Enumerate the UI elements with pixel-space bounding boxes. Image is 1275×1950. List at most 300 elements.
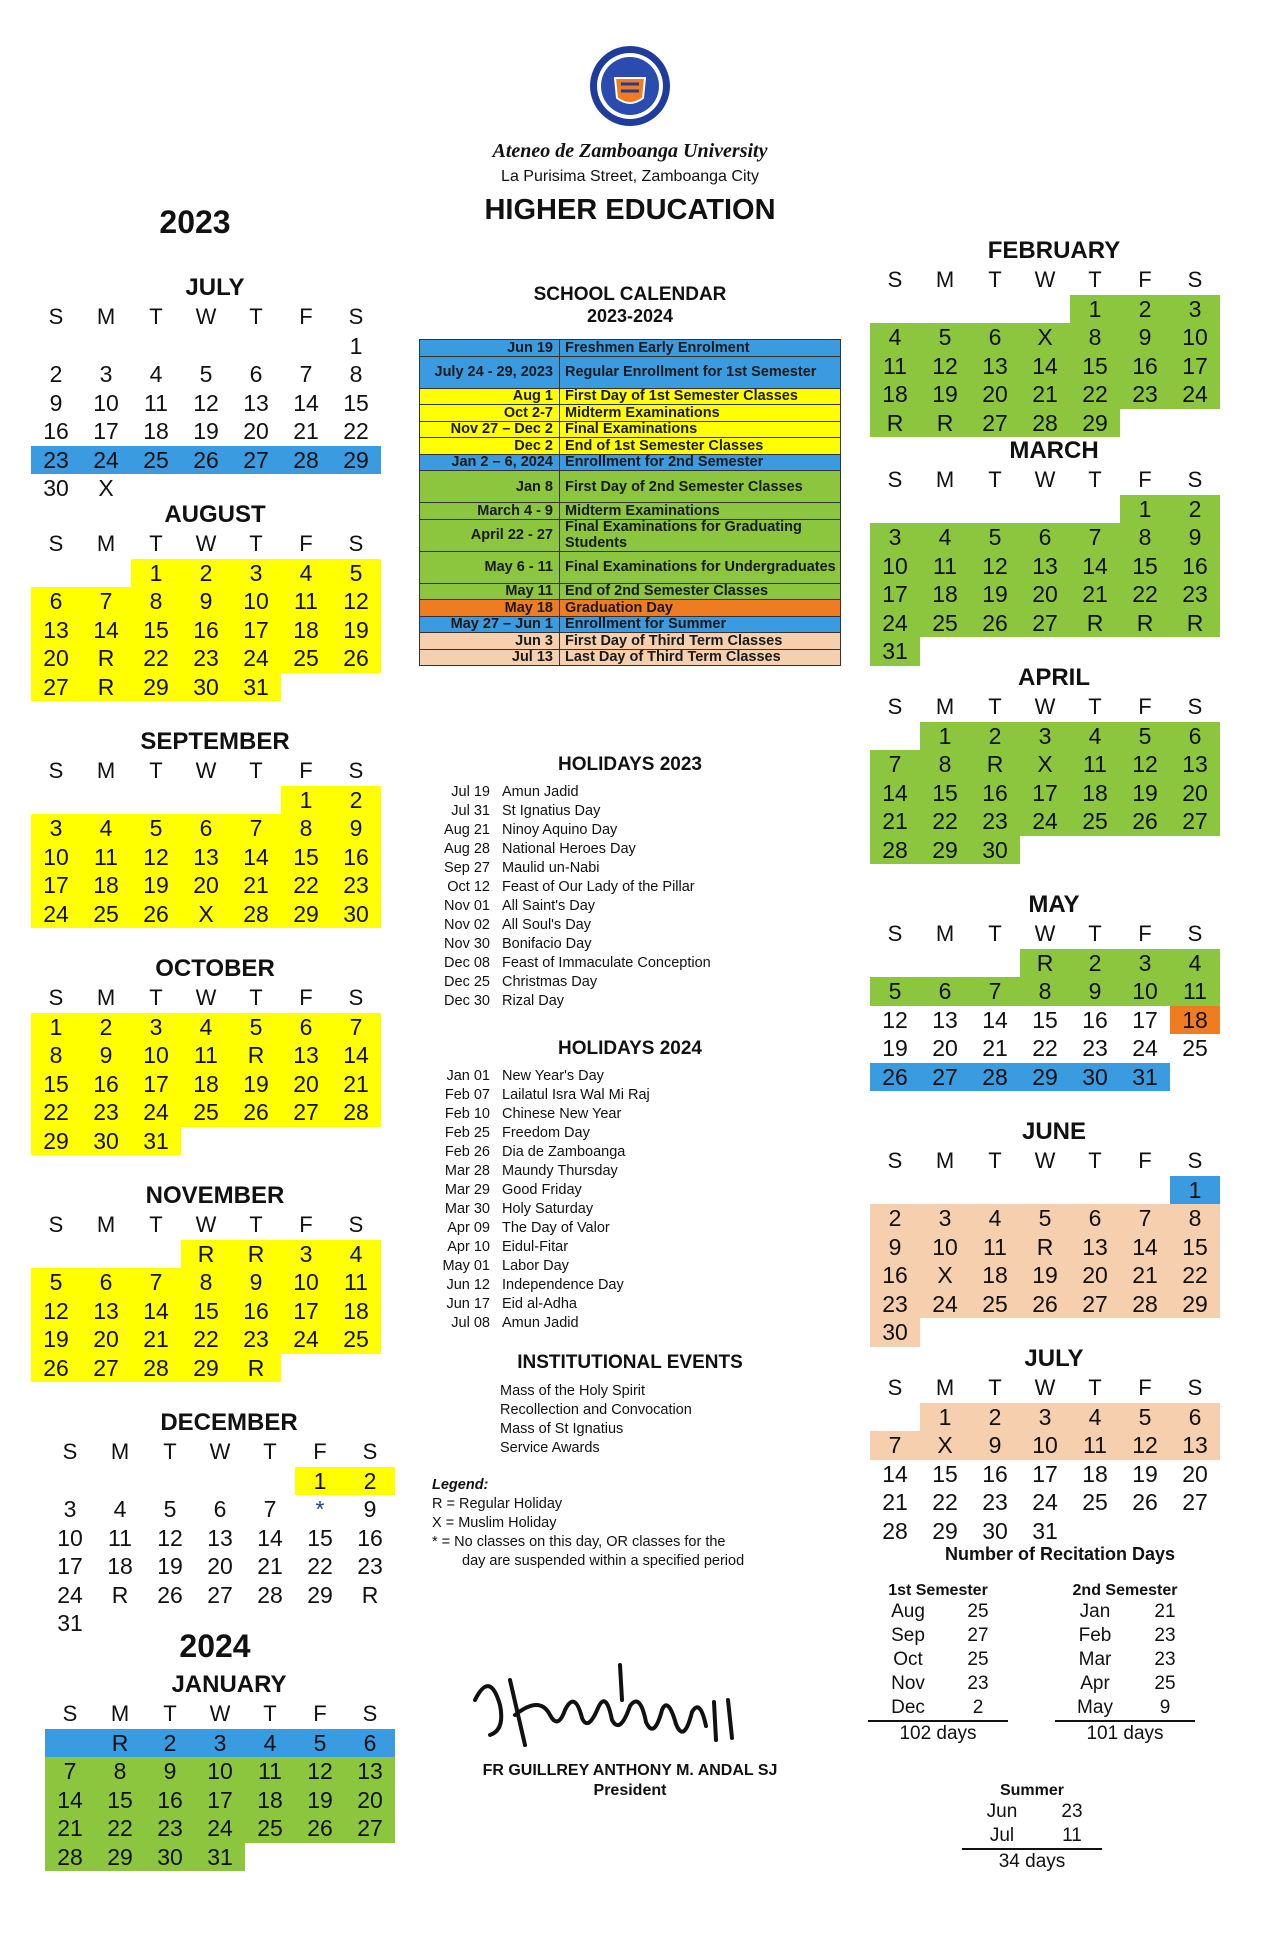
recitation-row <box>1055 1672 1195 1696</box>
day-cell <box>181 1127 231 1156</box>
holiday-date: Mar 29 <box>444 1182 490 1198</box>
day-cell: 26 <box>295 1814 345 1843</box>
recitation-total: 102 days <box>868 1720 1008 1746</box>
weekday-label: S <box>1187 694 1203 719</box>
weekday-label: F <box>299 985 313 1010</box>
day-cell: 6 <box>81 1268 131 1297</box>
day-cell: 25 <box>331 1325 381 1354</box>
day-cell: 13 <box>1170 1431 1220 1460</box>
day-cell: 24 <box>1170 380 1220 409</box>
day-cell: 14 <box>81 616 131 645</box>
recitation-month: May <box>1077 1697 1113 1718</box>
day-cell: 16 <box>870 1261 920 1290</box>
day-cell <box>181 786 231 815</box>
week-row <box>31 1013 399 1042</box>
weekday-label: T <box>1088 921 1102 946</box>
day-cell <box>1020 637 1070 666</box>
day-cell: 11 <box>1170 977 1220 1006</box>
day-cell <box>1070 1176 1120 1205</box>
day-cell <box>281 1354 331 1383</box>
day-cell: 15 <box>307 1524 333 1551</box>
day-cell: 19 <box>1120 779 1170 808</box>
day-cell: 14 <box>45 1786 95 1815</box>
school-calendar-event: Regular Enrollment for 1st Semester <box>565 364 817 380</box>
day-cell: 8 <box>920 750 970 779</box>
day-cell <box>245 1609 295 1638</box>
day-cell <box>1170 409 1220 438</box>
school-calendar-event: End of 2nd Semester Classes <box>565 583 769 600</box>
weekday-header-row <box>45 1700 413 1729</box>
weekday-label: S <box>887 1148 903 1173</box>
day-cell: 26 <box>1020 1290 1070 1319</box>
day-cell: 6 <box>970 323 1020 352</box>
day-cell: 21 <box>45 1814 95 1843</box>
week-row <box>870 1006 1238 1035</box>
month-april-2024 <box>870 663 1238 864</box>
day-cell: 26 <box>231 1098 281 1127</box>
school-calendar-event: Final Examinations <box>565 421 698 438</box>
week-row <box>870 807 1238 836</box>
holiday-date: Feb 10 <box>444 1106 490 1122</box>
holiday-date: Jun 12 <box>446 1277 490 1293</box>
day-cell: 2 <box>970 722 1020 751</box>
day-cell: 8 <box>1020 977 1070 1006</box>
day-cell: 10 <box>57 1524 83 1551</box>
week-row <box>870 1290 1238 1319</box>
weekday-header-row <box>31 1211 399 1240</box>
week-row <box>870 977 1238 1006</box>
day-cell: 21 <box>231 871 281 900</box>
day-cell: 5 <box>331 559 381 588</box>
day-cell: 2 <box>81 1013 131 1042</box>
holidays-2023-title: HOLIDAYS 2023 <box>558 754 702 775</box>
summer-summary <box>962 1782 1102 1874</box>
weekday-label: T <box>1088 1148 1102 1173</box>
day-cell: 16 <box>1082 1006 1108 1033</box>
day-cell: 5 <box>870 977 920 1006</box>
day-cell: 31 <box>195 1843 245 1872</box>
day-cell: R <box>1070 609 1120 638</box>
day-cell <box>81 332 131 361</box>
day-cell: 25 <box>1082 1489 1108 1515</box>
holiday-name: The Day of Valor <box>502 1220 610 1236</box>
weekday-label: T <box>249 1212 263 1237</box>
month-july-2024 <box>870 1344 1238 1545</box>
day-cell: 5 <box>295 1729 345 1758</box>
week-row <box>45 1467 413 1496</box>
day-cell: 25 <box>1182 1035 1208 1061</box>
day-cell <box>81 1240 131 1269</box>
weekday-header-row <box>870 266 1238 295</box>
week-row <box>31 616 399 645</box>
month-title: NOVEMBER <box>145 1182 285 1209</box>
weekday-label: T <box>149 985 163 1010</box>
recitation-row <box>962 1824 1102 1848</box>
weekday-label: W <box>1034 1375 1056 1400</box>
day-cell: 9 <box>1170 523 1220 552</box>
day-cell <box>970 1176 1020 1205</box>
school-calendar-event: Midterm Examinations <box>565 502 720 519</box>
weekday-label: T <box>263 1701 277 1726</box>
day-cell: 3 <box>920 1204 970 1233</box>
day-cell: 15 <box>31 1070 81 1099</box>
week-row <box>870 323 1238 352</box>
weekday-label: S <box>48 304 64 329</box>
day-cell: R <box>81 673 131 702</box>
day-cell: 28 <box>1120 1290 1170 1319</box>
day-cell <box>1070 495 1120 524</box>
day-cell: 13 <box>181 843 231 872</box>
day-cell: 16 <box>81 1070 131 1099</box>
weekday-label: S <box>362 1701 378 1726</box>
day-cell: 2 <box>1120 295 1170 324</box>
school-calendar-date: Jun 3 <box>420 633 560 649</box>
school-calendar-row <box>420 471 840 503</box>
day-cell: 1 <box>281 786 331 815</box>
weekday-label: F <box>1138 921 1152 946</box>
day-cell <box>1120 1176 1170 1205</box>
week-row <box>31 871 399 900</box>
holiday-date: Jul 31 <box>451 803 490 819</box>
holiday-date: Oct 12 <box>447 879 490 895</box>
week-row <box>31 360 399 389</box>
school-calendar-date: May 27 – Jun 1 <box>420 617 560 633</box>
day-cell: 31 <box>1032 1517 1058 1544</box>
day-cell: 13 <box>207 1524 233 1551</box>
legend-title: Legend: <box>432 1477 489 1493</box>
holiday-name: Eidul-Fitar <box>502 1239 569 1255</box>
day-cell: 28 <box>870 836 920 865</box>
day-cell: 5 <box>920 323 970 352</box>
week-row <box>31 1098 399 1127</box>
day-cell: 23 <box>970 807 1020 836</box>
day-cell: R <box>81 644 131 673</box>
day-cell <box>970 1318 1020 1347</box>
day-cell <box>1070 836 1120 865</box>
day-cell: 9 <box>181 587 231 616</box>
first-semester-summary <box>868 1582 1008 1746</box>
day-cell: 17 <box>281 1297 331 1326</box>
holiday-date: Nov 30 <box>444 936 490 952</box>
school-calendar-row <box>420 520 840 552</box>
day-cell: 23 <box>181 644 231 673</box>
day-cell: 22 <box>307 1553 333 1579</box>
day-cell: 18 <box>920 580 970 609</box>
weekday-label: S <box>887 694 903 719</box>
day-cell: 27 <box>1170 807 1220 836</box>
day-cell: 22 <box>343 418 369 444</box>
day-cell: 24 <box>131 1098 181 1127</box>
day-cell: 22 <box>1120 580 1170 609</box>
school-calendar-date: Jan 2 – 6, 2024 <box>420 455 560 471</box>
day-cell: 1 <box>1120 495 1170 524</box>
holiday-name: Maulid un-Nabi <box>502 860 600 876</box>
day-cell: 11 <box>970 1233 1020 1262</box>
school-calendar-date: Aug 1 <box>420 389 560 405</box>
day-cell: 27 <box>345 1814 395 1843</box>
day-cell: 2 <box>331 786 381 815</box>
legend <box>432 1476 832 1571</box>
day-cell: 14 <box>131 1297 181 1326</box>
holiday-date: Jul 19 <box>451 784 490 800</box>
day-cell <box>281 1127 331 1156</box>
day-cell: 21 <box>882 1489 908 1515</box>
weekday-header-row <box>31 530 399 559</box>
day-cell: 16 <box>970 779 1020 808</box>
day-cell: 4 <box>920 523 970 552</box>
day-cell: 23 <box>231 1325 281 1354</box>
holiday-row <box>430 1276 830 1295</box>
holiday-name: Ninoy Aquino Day <box>502 822 618 838</box>
school-calendar-subtitle: 2023-2024 <box>586 306 674 326</box>
recitation-count: 23 <box>1154 1649 1176 1670</box>
day-cell <box>195 1467 245 1496</box>
day-cell <box>870 949 920 978</box>
day-cell: 20 <box>345 1786 395 1815</box>
day-cell: 4 <box>181 1013 231 1042</box>
day-cell: 2 <box>1070 949 1120 978</box>
day-cell: 4 <box>149 361 163 387</box>
day-cell: 5 <box>1120 722 1170 751</box>
day-cell <box>331 673 381 702</box>
week-row <box>31 587 399 616</box>
day-cell: 4 <box>113 1496 127 1522</box>
recitation-count: 11 <box>1062 1825 1082 1846</box>
weekday-label: M <box>96 304 116 329</box>
weekday-label: T <box>1088 267 1102 292</box>
weekday-label: S <box>887 467 903 492</box>
month-february-2024 <box>870 236 1238 437</box>
day-cell: 14 <box>257 1524 283 1551</box>
day-cell: 3 <box>99 361 113 387</box>
day-cell: 14 <box>870 779 920 808</box>
day-cell: 2 <box>970 1403 1020 1432</box>
semester-title: 2nd Semester <box>1072 1582 1178 1599</box>
holiday-date: Dec 25 <box>444 974 490 990</box>
holiday-row <box>430 821 830 840</box>
school-calendar-date: Jul 13 <box>420 650 560 666</box>
day-cell: 14 <box>231 843 281 872</box>
recitation-total: 101 days <box>1055 1720 1195 1746</box>
day-cell: 1 <box>349 332 363 359</box>
day-cell: 17 <box>231 616 281 645</box>
week-row <box>45 1729 413 1758</box>
day-cell: 11 <box>144 389 168 416</box>
day-cell: 3 <box>1170 295 1220 324</box>
day-cell: 20 <box>932 1035 958 1061</box>
day-cell: 21 <box>982 1035 1008 1061</box>
school-calendar-event: First Day of Third Term Classes <box>565 632 783 649</box>
day-cell: 6 <box>1070 1204 1120 1233</box>
holiday-row <box>430 878 830 897</box>
day-cell: 4 <box>281 559 331 588</box>
day-cell: 24 <box>195 1814 245 1843</box>
day-cell <box>1020 295 1070 324</box>
holiday-name: Feast of Our Lady of the Pillar <box>502 879 695 895</box>
weekday-label: S <box>62 1701 78 1726</box>
weekday-label: S <box>48 758 64 783</box>
day-cell: 25 <box>920 609 970 638</box>
day-cell <box>970 637 1020 666</box>
holiday-date: Feb 07 <box>444 1087 490 1103</box>
signatory-name: FR GUILLREY ANTHONY M. ANDAL SJ <box>482 1762 778 1779</box>
school-calendar-row <box>420 633 840 650</box>
day-cell: 18 <box>81 871 131 900</box>
day-cell <box>1120 409 1170 438</box>
day-cell: 10 <box>93 389 119 416</box>
day-cell: 3 <box>63 1496 77 1522</box>
day-cell: 20 <box>1182 1460 1208 1487</box>
day-cell: 4 <box>870 323 920 352</box>
day-cell <box>31 332 81 361</box>
weekday-header-row <box>870 1374 1238 1403</box>
holiday-row <box>430 1143 830 1162</box>
week-row <box>31 1127 399 1156</box>
day-cell: 31 <box>131 1127 181 1156</box>
day-cell: 23 <box>357 1553 383 1579</box>
recitation-row <box>868 1624 1008 1648</box>
day-cell: 7 <box>81 587 131 616</box>
day-cell: 2 <box>181 559 231 588</box>
day-cell: 17 <box>1032 1460 1058 1487</box>
day-cell: 18 <box>281 616 331 645</box>
holiday-row <box>430 1162 830 1181</box>
day-cell: 17 <box>1170 352 1220 381</box>
day-cell: 21 <box>331 1070 381 1099</box>
institutional-events-list <box>500 1382 692 1458</box>
day-cell: 19 <box>331 616 381 645</box>
weekday-label: T <box>149 304 163 329</box>
day-cell: 12 <box>882 1006 908 1033</box>
recitation-days-title: Number of Recitation Days <box>944 1544 1176 1564</box>
day-cell: 22 <box>281 871 331 900</box>
second-semester-summary <box>1055 1582 1195 1746</box>
week-row <box>870 1318 1238 1347</box>
day-cell <box>281 474 331 503</box>
day-cell: 31 <box>1120 1063 1170 1092</box>
day-cell: 26 <box>970 609 1020 638</box>
day-cell: 14 <box>1020 352 1070 381</box>
day-cell <box>920 495 970 524</box>
day-cell <box>345 1609 395 1638</box>
recitation-row <box>1055 1624 1195 1648</box>
day-cell: 29 <box>95 1843 145 1872</box>
day-cell: 5 <box>1120 1403 1170 1432</box>
month-august-2023 <box>31 500 399 701</box>
day-cell: 31 <box>870 637 920 666</box>
day-cell: 10 <box>920 1233 970 1262</box>
day-cell: 30 <box>870 1318 920 1347</box>
day-cell: 11 <box>870 352 920 381</box>
day-cell: 14 <box>331 1041 381 1070</box>
day-cell: 21 <box>257 1553 283 1579</box>
weekday-label: S <box>48 531 64 556</box>
weekday-label: T <box>988 467 1002 492</box>
day-cell: 18 <box>143 418 169 444</box>
school-calendar-event: Final Examinations for Graduating Students <box>565 519 802 551</box>
day-cell: 9 <box>49 389 63 416</box>
day-cell <box>31 1240 81 1269</box>
day-cell: 22 <box>1070 380 1120 409</box>
day-cell: 11 <box>181 1041 231 1070</box>
weekday-label: T <box>988 694 1002 719</box>
weekday-label: W <box>195 531 217 556</box>
day-cell: 26 <box>31 1354 81 1383</box>
month-october-2023 <box>31 954 399 1155</box>
day-cell: 10 <box>1170 323 1220 352</box>
day-cell: 21 <box>1070 580 1120 609</box>
holiday-name: Independence Day <box>502 1277 624 1293</box>
day-cell <box>870 1176 920 1205</box>
day-cell: 22 <box>181 1325 231 1354</box>
week-row <box>870 1403 1238 1432</box>
month-september-2023 <box>31 727 399 928</box>
day-cell: 9 <box>970 1431 1020 1460</box>
school-calendar-row <box>420 552 840 584</box>
week-row <box>45 1552 413 1581</box>
holiday-date: Nov 02 <box>444 917 490 933</box>
day-cell: 16 <box>1120 352 1170 381</box>
weekday-label: S <box>1187 267 1203 292</box>
recitation-month: Jun <box>986 1801 1018 1822</box>
holiday-date: Jul 08 <box>451 1315 490 1331</box>
day-cell: 13 <box>243 389 269 416</box>
day-cell <box>1170 1063 1220 1092</box>
day-cell: 2 <box>1170 495 1220 524</box>
month-december-2023 <box>45 1408 413 1638</box>
day-cell: X <box>1020 750 1070 779</box>
school-calendar-row <box>420 438 840 455</box>
week-row <box>870 1460 1238 1489</box>
school-calendar-date: May 6 - 11 <box>420 552 560 583</box>
day-cell: 18 <box>181 1070 231 1099</box>
day-cell: 27 <box>920 1063 970 1092</box>
month-march-2024 <box>870 436 1238 666</box>
school-calendar-row <box>420 340 840 357</box>
day-cell: R <box>181 1240 231 1269</box>
day-cell <box>1170 1318 1220 1347</box>
day-cell <box>245 1843 295 1872</box>
holiday-name: Maundy Thursday <box>502 1163 618 1179</box>
day-cell <box>131 1240 181 1269</box>
day-cell: 23 <box>81 1098 131 1127</box>
school-calendar-title: SCHOOL CALENDAR <box>533 284 727 305</box>
holiday-row <box>430 973 830 992</box>
weekday-label: F <box>1138 467 1152 492</box>
week-row <box>31 417 399 446</box>
day-cell: 9 <box>81 1041 131 1070</box>
day-cell: 18 <box>1070 779 1120 808</box>
holiday-date: Nov 01 <box>444 898 490 914</box>
day-cell: 19 <box>231 1070 281 1099</box>
month-may-2024 <box>870 890 1238 1091</box>
day-cell: 8 <box>349 361 363 387</box>
day-cell: 15 <box>932 1460 958 1487</box>
weekday-label: M <box>935 694 955 719</box>
day-cell <box>331 1127 381 1156</box>
day-cell <box>331 474 381 503</box>
day-cell: 9 <box>331 814 381 843</box>
school-calendar-date: Jan 8 <box>420 471 560 502</box>
day-cell: 27 <box>1020 609 1070 638</box>
day-cell: 16 <box>331 843 381 872</box>
day-cell: 9 <box>145 1757 195 1786</box>
day-cell: 13 <box>281 1041 331 1070</box>
day-cell: 7 <box>970 977 1020 1006</box>
day-cell <box>131 786 181 815</box>
day-cell: 17 <box>870 580 920 609</box>
day-cell: 16 <box>43 418 69 444</box>
